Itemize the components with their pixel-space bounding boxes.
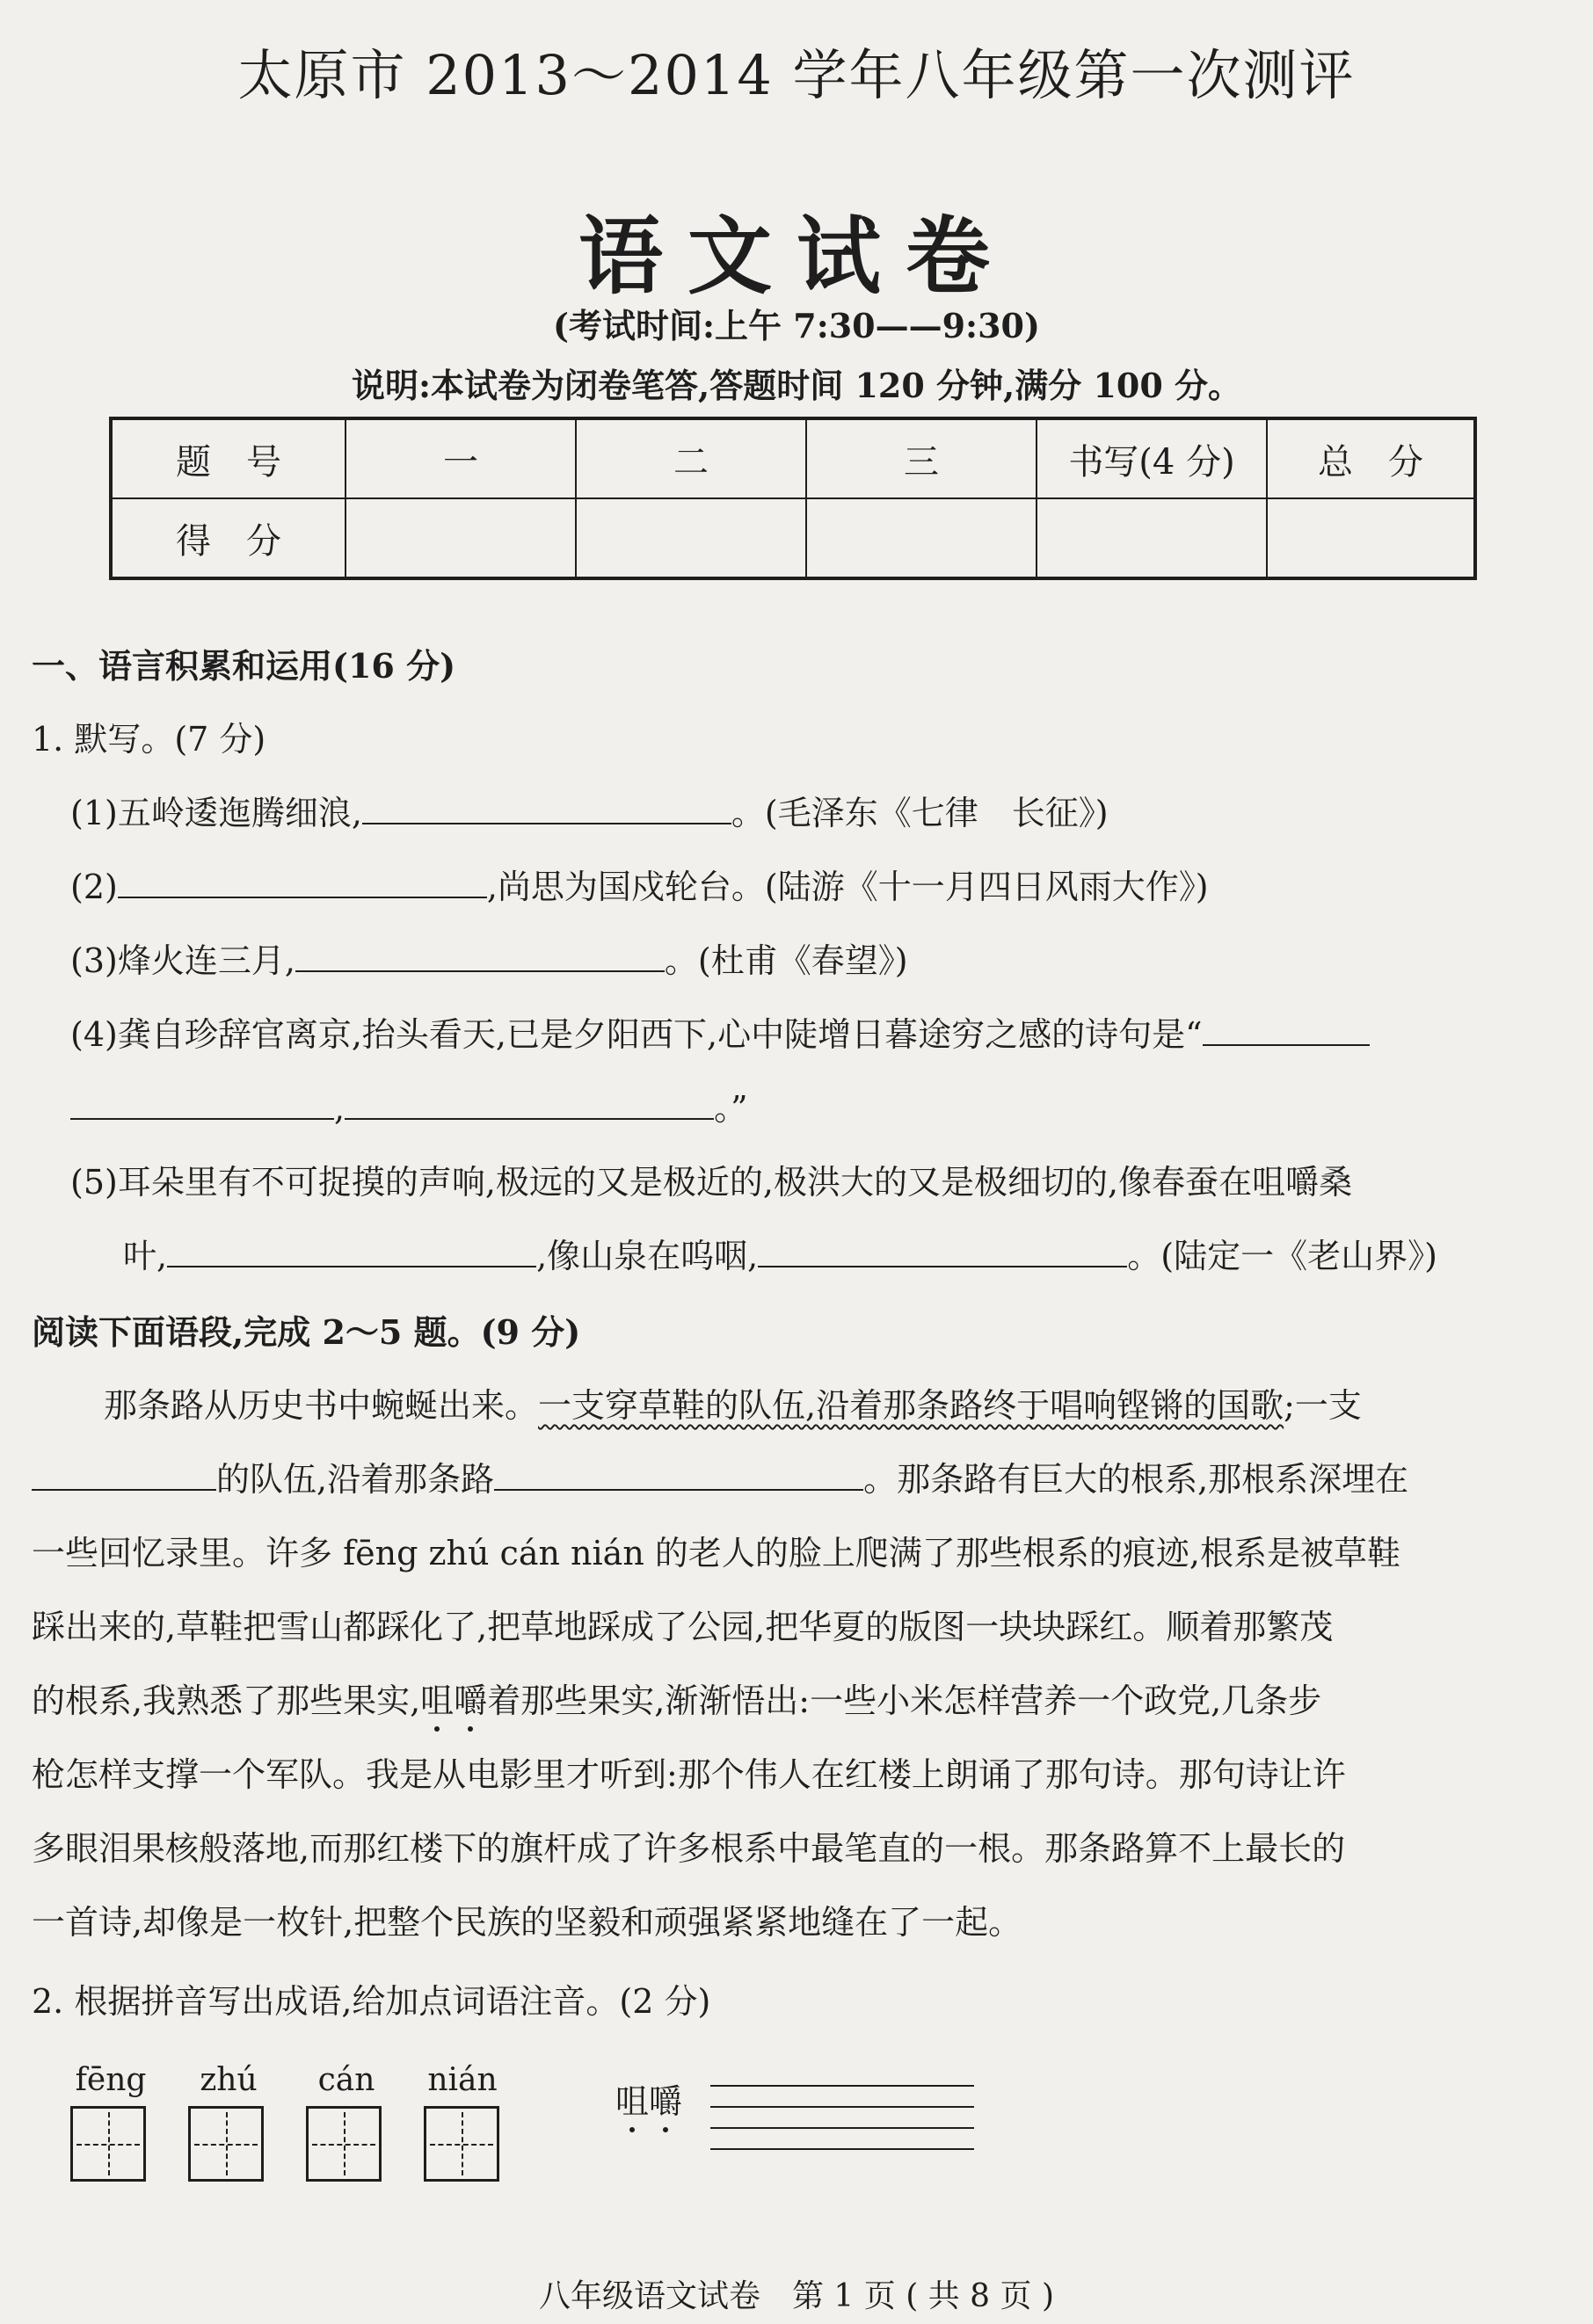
answer-blank[interactable] bbox=[1203, 1016, 1370, 1046]
answer-line[interactable] bbox=[710, 2127, 974, 2129]
dotted-char: 嚼 bbox=[649, 2082, 683, 2121]
passage-line bbox=[32, 1461, 1408, 1500]
item-text: (5)耳朵里有不可捉摸的声响,极远的又是极近的,极洪大的又是极细切的,像春蚕在咀嚼桑 bbox=[70, 1163, 1353, 1202]
question-item-4 bbox=[70, 1016, 1370, 1055]
dotted-char: 嚼 bbox=[454, 1681, 488, 1720]
item-text: 。” bbox=[714, 1089, 748, 1128]
pinyin-label: zhú bbox=[200, 2062, 258, 2098]
question-item-4-cont bbox=[70, 1090, 748, 1129]
score-cell: 总 分 bbox=[1267, 418, 1475, 498]
item-text: ,像山泉在呜咽, bbox=[536, 1237, 759, 1275]
question-heading: 2. 根据拼音写出成语,给加点词语注音。(2 分) bbox=[32, 1982, 711, 2021]
pinyin-label: fēng bbox=[75, 2062, 147, 2098]
score-cell: 书写(4 分) bbox=[1037, 418, 1267, 498]
reading-intro: 阅读下面语段,完成 2～5 题。(9 分) bbox=[32, 1312, 581, 1352]
item-text: 。(杜甫《春望》) bbox=[664, 941, 908, 980]
answer-line[interactable] bbox=[710, 2085, 974, 2087]
question-item-5-cont bbox=[123, 1238, 1437, 1276]
score-row-label: 得 分 bbox=[111, 498, 346, 578]
item-text: , bbox=[334, 1089, 346, 1128]
score-input-cell[interactable] bbox=[1267, 498, 1475, 578]
answer-blank[interactable] bbox=[118, 868, 487, 898]
item-text: (4)龚自珍辞官离京,抬头看天,已是夕阳西下,心中陡增日暮途穷之感的诗句是“ bbox=[70, 1015, 1203, 1054]
page-footer: 八年级语文试卷 第 1 页 ( 共 8 页 ) bbox=[538, 2278, 1054, 2314]
passage-text: 着那些果实,渐渐悟出:一些小米怎样营养一个政党,几条步 bbox=[487, 1681, 1322, 1720]
passage-text: ;一支 bbox=[1284, 1386, 1362, 1425]
wavy-underlined-sentence: 一支穿草鞋的队伍,沿着那条路终于唱响铿锵的国歌 bbox=[538, 1386, 1284, 1425]
score-input-cell[interactable] bbox=[806, 498, 1037, 578]
character-box[interactable] bbox=[424, 2106, 499, 2182]
passage-line: 多眼泪果核般落地,而那红楼下的旗杆成了许多根系中最笔直的一根。那条路算不上最长的 bbox=[32, 1829, 1346, 1868]
dotted-char: 咀 bbox=[615, 2082, 650, 2121]
question-item-3 bbox=[70, 942, 908, 981]
exam-note: 说明:本试卷为闭卷笔答,答题时间 120 分钟,满分 100 分。 bbox=[351, 366, 1242, 405]
score-input-cell[interactable] bbox=[346, 498, 576, 578]
pinyin-label: cán bbox=[317, 2062, 375, 2098]
passage-text: 那条路从历史书中蜿蜒出来。 bbox=[104, 1386, 539, 1425]
character-box[interactable] bbox=[306, 2106, 382, 2182]
score-cell: 二 bbox=[576, 418, 806, 498]
answer-blank[interactable] bbox=[345, 1090, 714, 1120]
score-input-cell[interactable] bbox=[576, 498, 806, 578]
passage-line: 枪怎样支撑一个军队。我是从电影里才听到:那个伟人在红楼上朗诵了那句诗。那句诗让许 bbox=[32, 1755, 1346, 1794]
annotated-word bbox=[615, 2083, 682, 2122]
character-box[interactable] bbox=[70, 2106, 146, 2182]
score-input-cell[interactable] bbox=[1037, 498, 1267, 578]
score-table bbox=[109, 417, 1477, 580]
answer-blank[interactable] bbox=[758, 1238, 1127, 1267]
dotted-char: 咀 bbox=[420, 1681, 455, 1720]
character-box[interactable] bbox=[188, 2106, 264, 2182]
answer-blank[interactable] bbox=[70, 1090, 334, 1120]
passage-line: 一些回忆录里。许多 fēng zhú cán nián 的老人的脸上爬满了那些根系的痕迹,根系是被草鞋 bbox=[32, 1534, 1400, 1572]
question-item-5 bbox=[70, 1164, 1352, 1202]
exam-title: 太原市 2013～2014 学年八年级第一次测评 bbox=[237, 43, 1356, 107]
answer-line[interactable] bbox=[710, 2106, 974, 2108]
pinyin-label: nián bbox=[427, 2062, 498, 2098]
passage-text: 的队伍,沿着那条路 bbox=[216, 1460, 495, 1499]
question-item-2 bbox=[70, 868, 1209, 907]
answer-blank[interactable] bbox=[295, 942, 665, 972]
question-item-1 bbox=[70, 795, 1109, 833]
answer-blank[interactable] bbox=[167, 1238, 536, 1267]
answer-line[interactable] bbox=[710, 2148, 974, 2150]
question-heading: 1. 默写。(7 分) bbox=[32, 720, 266, 759]
item-text: 。(毛泽东《七律 长征》) bbox=[731, 794, 1109, 832]
subject-title: 语文试卷 bbox=[578, 207, 1015, 306]
score-cell: 三 bbox=[806, 418, 1037, 498]
score-table-header-row bbox=[111, 418, 1475, 498]
score-cell: 一 bbox=[346, 418, 576, 498]
item-text: 。(陆定一《老山界》) bbox=[1127, 1237, 1437, 1275]
score-table-score-row bbox=[111, 498, 1475, 578]
passage-text: 。那条路有巨大的根系,那根系深埋在 bbox=[863, 1460, 1409, 1499]
answer-blank[interactable] bbox=[362, 795, 731, 824]
section-heading: 一、语言积累和运用(16 分) bbox=[32, 646, 456, 686]
exam-time: (考试时间:上午 7:30——9:30) bbox=[553, 306, 1040, 345]
answer-blank[interactable] bbox=[32, 1461, 216, 1491]
item-text: (2) bbox=[70, 868, 118, 906]
passage-line: 一首诗,却像是一枚针,把整个民族的坚毅和顽强紧紧地缝在了一起。 bbox=[32, 1903, 1022, 1942]
item-text: ,尚思为国戍轮台。(陆游《十一月四日风雨大作》) bbox=[486, 868, 1209, 906]
score-cell: 题 号 bbox=[111, 418, 346, 498]
item-text: (1)五岭逶迤腾细浪, bbox=[70, 794, 362, 832]
answer-blank[interactable] bbox=[494, 1461, 863, 1491]
passage-line bbox=[104, 1387, 1362, 1426]
passage-line bbox=[32, 1682, 1321, 1721]
item-text: (3)烽火连三月, bbox=[70, 941, 295, 980]
item-text: 叶, bbox=[123, 1237, 168, 1275]
passage-text: 的根系,我熟悉了那些果实, bbox=[32, 1681, 421, 1720]
passage-line: 踩出来的,草鞋把雪山都踩化了,把草地踩成了公园,把华夏的版图一块块踩红。顺着那繁茂 bbox=[32, 1608, 1334, 1646]
